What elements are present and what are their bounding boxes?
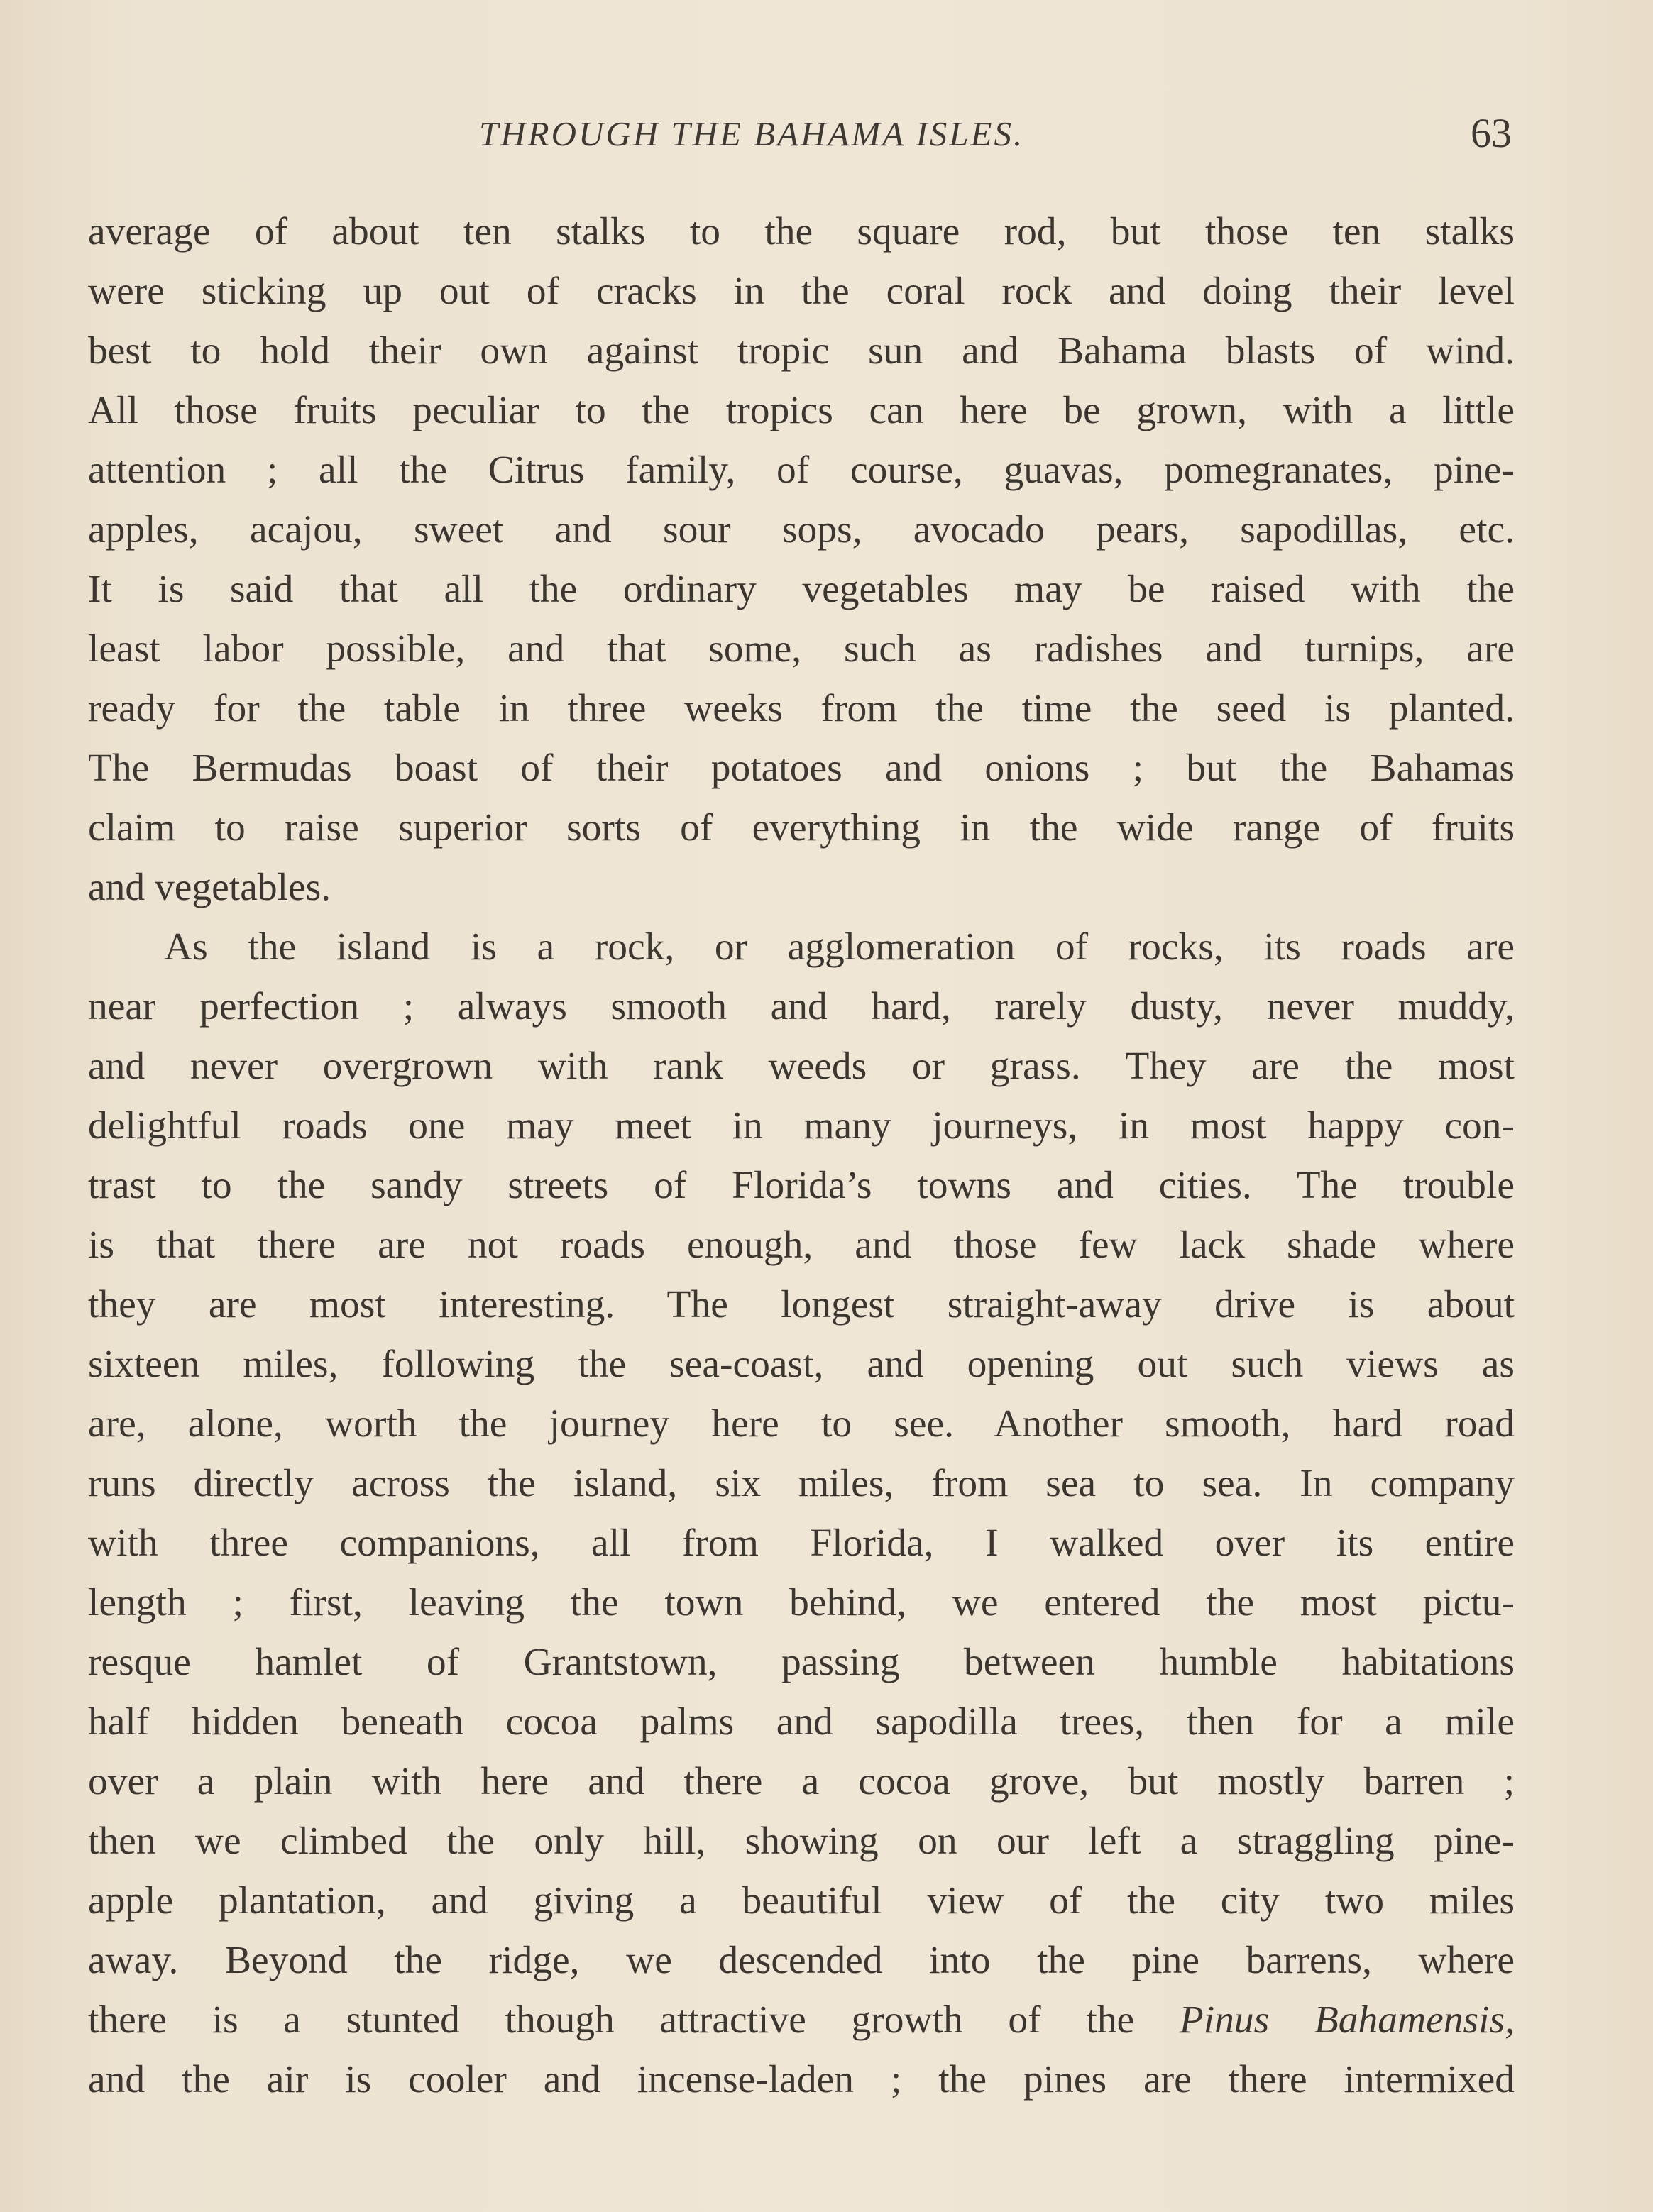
text-line-content: is that there are not roads enough, and those few lack shade where [88,1223,1515,1267]
text-line [88,858,1515,918]
text-line-content: away. Beyond the ridge, we descended into the pine barrens, where [88,1939,1515,1982]
text-line-content: It is said that all the ordinary vegetables may be raised with the [88,568,1515,611]
text-line-content: sixteen miles, following the sea-coast, and opening out such views as [88,1343,1515,1386]
text-line-content: runs directly across the island, six miles, from sea to sea. In company [88,1462,1515,1505]
text-line-content: claim to raise superior sorts of everything in the wide range of fruits [88,806,1515,849]
text-line-content: half hidden beneath cocoa palms and sapodilla trees, then for a mile [88,1700,1515,1744]
text-line [88,1812,1515,1871]
text-line [88,1931,1515,1991]
text-line-content: and the air is cooler and incense-laden ; the pines are there intermixed [88,2058,1515,2101]
text-line [88,1752,1515,1812]
text-line-content: apples, acajou, sweet and sour sops, avocado pears, sapodillas, etc. [88,508,1515,551]
text-line-content: average of about ten stalks to the square rod, but those ten stalks [88,210,1515,253]
text-line-content: and vegetables. [88,866,331,909]
text-line-content: are, alone, worth the journey here to see. Another smooth, hard road [88,1402,1515,1446]
text-line [88,1991,1515,2050]
text-line [88,798,1515,858]
text-line [88,1216,1515,1275]
text-line-content: they are most interesting. The longest straight-away drive is about [88,1283,1515,1326]
text-line [88,262,1515,321]
text-line-content: resque hamlet of Grantstown, passing between humble habitations [88,1641,1515,1684]
running-title: THROUGH THE BAHAMA ISLES. [479,114,1025,153]
text-line [88,1394,1515,1454]
text-line [88,1096,1515,1156]
text-line-content: trast to the sandy streets of Florida’s towns and cities. The trouble [88,1164,1515,1207]
text-line-content: least labor possible, and that some, such as radishes and turnips, are [88,627,1515,671]
text-line-content: The Bermudas boast of their potatoes and onions ; but the Bahamas [88,747,1515,790]
text-line-content: best to hold their own against tropic sun and Bahama blasts of wind. [88,329,1515,373]
text-line-content: near perfection ; always smooth and hard, rarely dusty, never muddy, [88,985,1515,1028]
text-line-content: over a plain with here and there a cocoa grove, but mostly barren ; [88,1760,1515,1803]
text-line-content: As the island is a rock, or agglomeration of rocks, its roads are [164,925,1515,969]
text-line [88,1871,1515,1931]
text-line [88,560,1515,620]
text-line [88,321,1515,381]
text-line-content: then we climbed the only hill, showing on our left a straggling pine- [88,1820,1515,1863]
text-line-content: were sticking up out of cracks in the coral rock and doing their level [88,270,1515,313]
running-head [0,110,1653,156]
text-line [88,1454,1515,1514]
text-line [88,500,1515,560]
text-line [88,1693,1515,1752]
text-line [88,1514,1515,1573]
text-line-content: apple plantation, and giving a beautiful view of the city two miles [88,1879,1515,1922]
text-line-content: attention ; all the Citrus family, of course, guavas, pomegranates, pine- [88,449,1515,492]
text-line [88,620,1515,679]
text-line [88,1633,1515,1693]
text-line-content: there is a stunted though attractive growth of the [88,1998,1180,2042]
text-line-content: with three companions, all from Florida, I walked over its entire [88,1522,1515,1565]
text-line [88,2050,1515,2110]
page-number: 63 [1471,110,1512,156]
body-text [88,202,1515,2110]
text-line [88,1573,1515,1633]
text-line-content: and never overgrown with rank weeds or grass. They are the most [88,1045,1515,1088]
text-line [88,1156,1515,1216]
text-line [88,1275,1515,1335]
text-line [88,381,1515,441]
text-line [88,679,1515,739]
text-line-content: ready for the table in three weeks from the time the seed is planted. [88,687,1515,730]
text-line [88,739,1515,798]
text-line [88,1037,1515,1096]
text-line [88,1335,1515,1394]
text-line [88,918,1515,977]
italic-term: Pinus Bahamensis, [1179,1998,1515,2042]
text-line [88,441,1515,500]
text-line-content: delightful roads one may meet in many journeys, in most happy con- [88,1104,1515,1148]
text-line [88,202,1515,262]
text-line [88,977,1515,1037]
text-line-content: length ; first, leaving the town behind, we entered the most pictu- [88,1581,1515,1624]
text-line-content: All those fruits peculiar to the tropics can here be grown, with a little [88,389,1515,432]
